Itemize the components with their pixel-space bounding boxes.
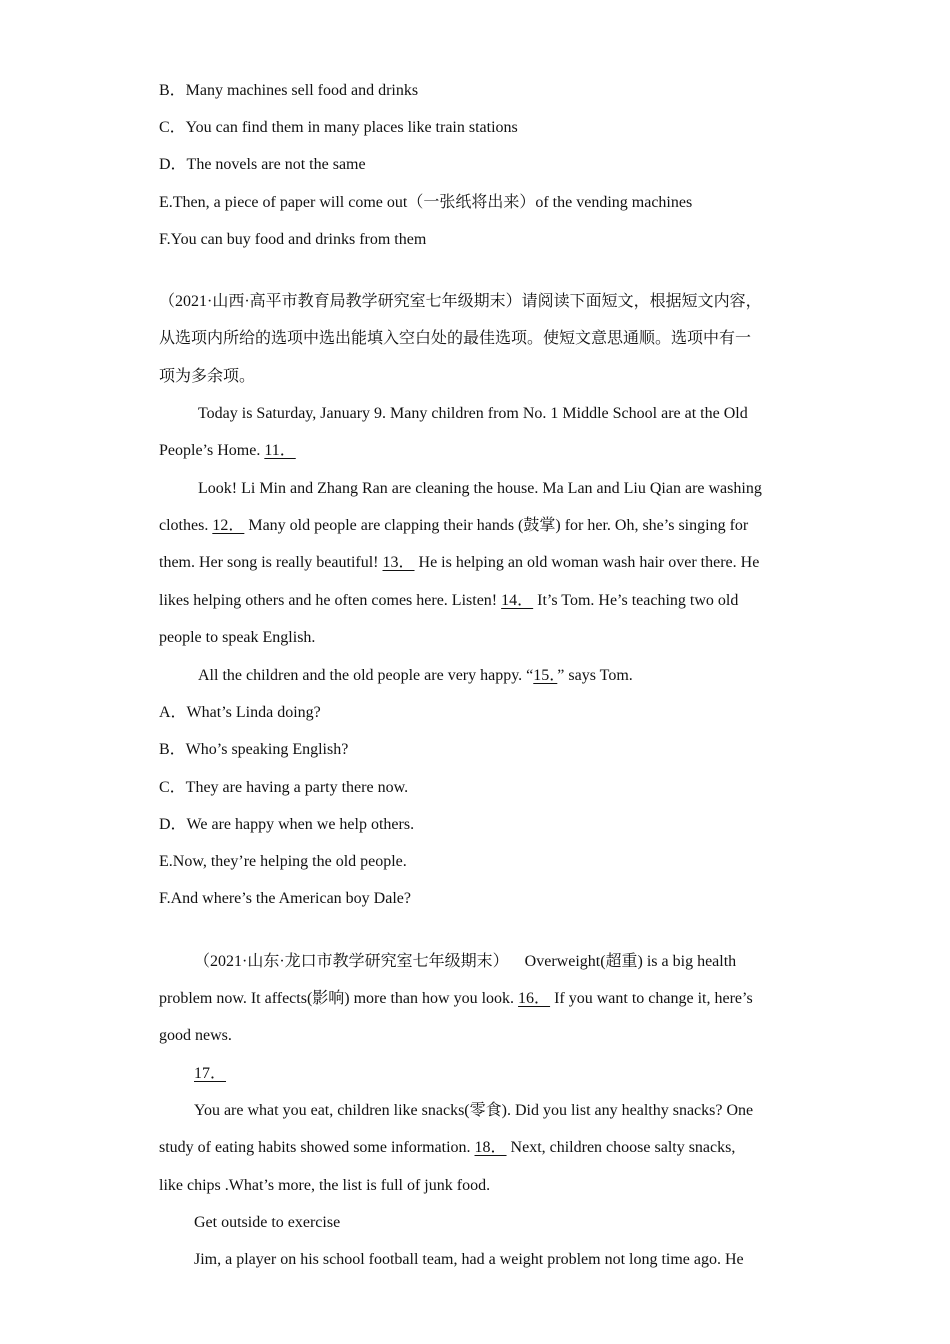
blank-12[interactable]: 12． (212, 517, 245, 534)
text: problem now. It affects(影响) more than how you look. (159, 990, 515, 1007)
text: It’s Tom. He’s teaching two old (537, 592, 739, 609)
q3-line1 (194, 952, 736, 972)
q3-paragraph2-line1: Jim, a player on his school football team, had a weight problem not long time ago. He (194, 1251, 744, 1268)
text: likes helping others and he often comes here. Listen! (159, 592, 498, 609)
text: Overweight(超重) is a big health (524, 953, 737, 970)
q2-paragraph3 (198, 666, 633, 686)
q2-option-e: E.Now, they’re helping the old people. (159, 853, 407, 870)
text: He is helping an old woman wash hair over there. He (418, 554, 760, 571)
option-b: B．Many machines sell food and drinks (159, 82, 419, 99)
blank-18[interactable]: 18． (474, 1139, 507, 1156)
text: clothes. (159, 517, 209, 534)
blank-13[interactable]: 13． (382, 554, 415, 571)
q3-line3: good news. (159, 1027, 232, 1044)
blank-11[interactable]: 11． (264, 442, 296, 459)
q2-intro-line1: （2021·山西·高平市教育局教学研究室七年级期末）请阅读下面短文，根据短文内容， (159, 293, 762, 310)
q2-intro-line2: 从选项内所给的选项中选出能填入空白处的最佳选项。使短文意思通顺。选项中有一 (159, 330, 752, 347)
option-f: F.You can buy food and drinks from them (159, 231, 427, 248)
text: Next, children choose salty snacks, (510, 1139, 736, 1156)
q3-paragraph1-line2 (159, 1138, 735, 1158)
option-d: D．The novels are not the same (159, 156, 366, 173)
blank-17[interactable]: 17． (194, 1065, 227, 1082)
q2-option-d: D．We are happy when we help others. (159, 816, 415, 833)
q2-intro-line3: 项为多余项。 (159, 368, 256, 385)
blank-16[interactable]: 16． (518, 990, 551, 1007)
q3-paragraph1-line3: like chips .What’s more, the list is full of junk food. (159, 1177, 491, 1194)
q3-heading: Get outside to exercise (194, 1214, 341, 1231)
q2-paragraph2-line5: people to speak English. (159, 629, 316, 646)
q3-paragraph1-line1: You are what you eat, children like snacks(零食). Did you list any healthy snacks? One (194, 1102, 754, 1119)
q2-option-b: B．Who’s speaking English? (159, 741, 349, 758)
q3-line2 (159, 989, 753, 1009)
blank-15[interactable]: 15． (533, 667, 558, 684)
text: study of eating habits showed some information. (159, 1139, 471, 1156)
option-c: C．You can find them in many places like train stations (159, 119, 518, 136)
option-e: E.Then, a piece of paper will come out（一张纸将出来）of the vending machines (159, 194, 693, 211)
text: them. Her song is really beautiful! (159, 554, 379, 571)
blank-14[interactable]: 14． (501, 592, 534, 609)
q2-option-f: F.And where’s the American boy Dale? (159, 890, 411, 907)
q2-paragraph2-line1: Look! Li Min and Zhang Ran are cleaning the house. Ma Lan and Liu Qian are washing (198, 480, 762, 497)
q2-paragraph2-line2 (159, 516, 748, 536)
text: Many old people are clapping their hands (鼓掌) for her. Oh, she’s singing for (248, 517, 749, 534)
q3-blank17-line (194, 1064, 226, 1084)
q2-option-c: C．They are having a party there now. (159, 779, 409, 796)
q2-paragraph2-line3 (159, 553, 759, 573)
q2-paragraph1-line1: Today is Saturday, January 9. Many children from No. 1 Middle School are at the Old (198, 405, 748, 422)
text: If you want to change it, here’s (554, 990, 753, 1007)
text: All the children and the old people are very happy. “ (198, 667, 534, 684)
q2-option-a: A．What’s Linda doing? (159, 704, 321, 721)
text: People’s Home. (159, 442, 261, 459)
q3-source: （2021·山东·龙口市教学研究室七年级期末） (194, 953, 509, 970)
q2-paragraph1-line2 (159, 441, 296, 461)
text: ” says Tom. (557, 667, 633, 684)
q2-paragraph2-line4 (159, 591, 738, 611)
